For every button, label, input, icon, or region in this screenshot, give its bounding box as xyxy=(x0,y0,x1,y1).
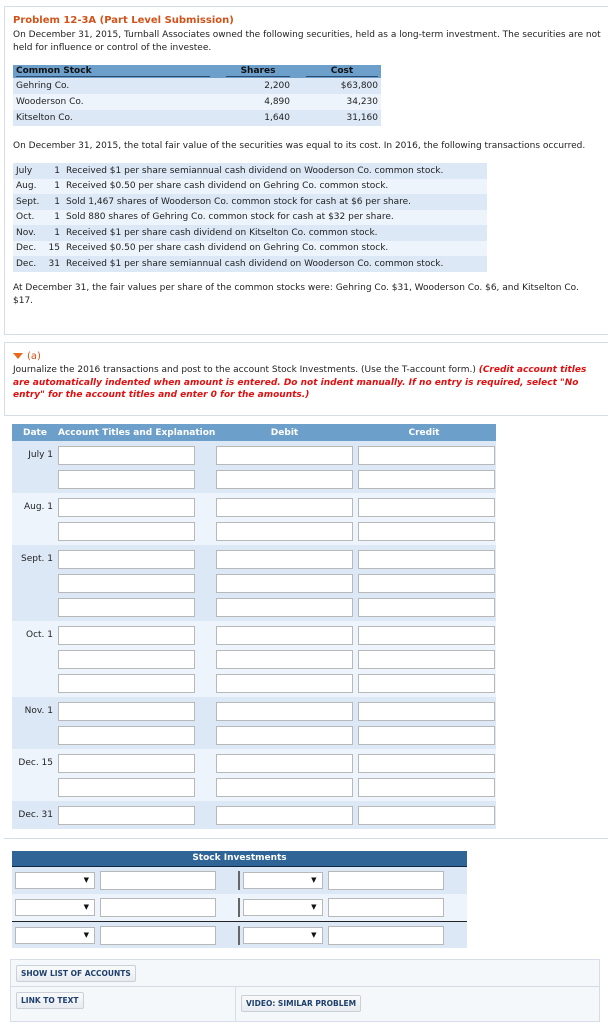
col-cost: Cost xyxy=(306,66,378,77)
date-select[interactable] xyxy=(15,872,95,889)
debit-input[interactable] xyxy=(216,626,353,645)
transaction-row xyxy=(13,256,487,272)
journal-row xyxy=(12,775,496,799)
credit-input[interactable] xyxy=(358,446,495,465)
account-title-input[interactable] xyxy=(58,522,195,541)
credit-input[interactable] xyxy=(358,498,495,517)
debit-input[interactable] xyxy=(216,446,353,465)
account-title-input[interactable] xyxy=(58,498,195,517)
account-title-input[interactable] xyxy=(58,778,195,797)
part-a-toggle[interactable] xyxy=(13,351,601,362)
credit-input[interactable] xyxy=(358,754,495,773)
security-cost: 34,230 xyxy=(293,94,381,110)
credit-input[interactable] xyxy=(358,674,495,693)
header-date: Date xyxy=(23,427,47,438)
account-title-input[interactable] xyxy=(58,446,195,465)
journal-entry-group xyxy=(12,545,496,621)
securities-row xyxy=(13,94,381,110)
transaction-day: 1 xyxy=(43,194,63,210)
journal-entry-group xyxy=(12,697,496,749)
transaction-month: Aug. xyxy=(13,179,43,195)
credit-input[interactable] xyxy=(358,522,495,541)
amount-input[interactable] xyxy=(328,871,444,890)
video-similar-problem-button[interactable]: VIDEO: SIMILAR PROBLEM xyxy=(241,995,361,1012)
debit-input[interactable] xyxy=(216,726,353,745)
credit-input[interactable] xyxy=(358,806,495,825)
credit-input[interactable] xyxy=(358,702,495,721)
account-title-input[interactable] xyxy=(58,550,195,569)
account-title-input[interactable] xyxy=(58,626,195,645)
credit-input[interactable] xyxy=(358,778,495,797)
journal-entry-group xyxy=(12,749,496,801)
credit-input[interactable] xyxy=(358,550,495,569)
link-to-text-button[interactable]: LINK TO TEXT xyxy=(16,992,84,1009)
date-select[interactable] xyxy=(243,927,323,944)
debit-input[interactable] xyxy=(216,806,353,825)
journal-row xyxy=(12,699,496,723)
problem-intro: On December 31, 2015, Turnball Associates owned the following securities, held as a long-term investment. The securities are not held for influence or control of the investee. xyxy=(13,30,601,53)
transaction-row xyxy=(13,194,487,210)
transaction-description: Received $1 per share semiannual cash dividend on Wooderson Co. common stock. xyxy=(63,256,487,272)
transaction-description: Received $0.50 per share cash dividend on Gehring Co. common stock. xyxy=(63,179,487,195)
security-name: Wooderson Co. xyxy=(13,94,213,110)
journal-row xyxy=(12,803,496,827)
debit-input[interactable] xyxy=(216,574,353,593)
debit-input[interactable] xyxy=(216,674,353,693)
debit-input[interactable] xyxy=(216,598,353,617)
transaction-day: 1 xyxy=(43,210,63,226)
journal-row xyxy=(12,495,496,519)
date-select[interactable] xyxy=(243,899,323,916)
securities-table xyxy=(13,65,381,126)
show-list-of-accounts-button[interactable]: SHOW LIST OF ACCOUNTS xyxy=(16,965,136,982)
debit-input[interactable] xyxy=(216,778,353,797)
part-a-label: (a) xyxy=(27,351,41,362)
journal-entry-group xyxy=(12,493,496,545)
header-debit: Debit xyxy=(270,427,299,438)
account-title-input[interactable] xyxy=(58,470,195,489)
entry-date: July 1 xyxy=(28,450,53,460)
date-select[interactable] xyxy=(15,899,95,916)
account-title-input[interactable] xyxy=(58,726,195,745)
amount-input[interactable] xyxy=(328,926,444,945)
debit-input[interactable] xyxy=(216,550,353,569)
debit-input[interactable] xyxy=(216,754,353,773)
debit-side xyxy=(12,926,240,945)
date-select[interactable] xyxy=(243,872,323,889)
amount-input[interactable] xyxy=(100,871,216,890)
account-title-input[interactable] xyxy=(58,650,195,669)
journal-entry-group xyxy=(12,801,496,829)
header-credit: Credit xyxy=(408,427,440,438)
journal-entry-table xyxy=(12,424,496,829)
credit-side xyxy=(240,871,468,890)
entry-date: Dec. 31 xyxy=(18,810,53,820)
collapse-triangle-icon xyxy=(13,353,23,359)
transaction-day: 1 xyxy=(43,163,63,179)
problem-panel xyxy=(4,6,608,335)
journal-row xyxy=(12,547,496,571)
t-account xyxy=(12,851,467,948)
transaction-description: Received $0.50 per share cash dividend on Gehring Co. common stock. xyxy=(63,241,487,257)
security-name: Kitselton Co. xyxy=(13,110,213,126)
account-title-input[interactable] xyxy=(58,598,195,617)
entry-date: Nov. 1 xyxy=(24,706,53,716)
credit-input[interactable] xyxy=(358,574,495,593)
transaction-row xyxy=(13,163,487,179)
journal-row xyxy=(12,443,496,467)
journal-row xyxy=(12,571,496,595)
journal-header xyxy=(12,424,496,441)
debit-side xyxy=(12,898,240,917)
transaction-description: Sold 880 shares of Gehring Co. common stock for cash at $32 per share. xyxy=(63,210,487,226)
credit-side xyxy=(240,926,468,945)
debit-input[interactable] xyxy=(216,498,353,517)
transaction-row xyxy=(13,225,487,241)
security-shares: 4,890 xyxy=(213,94,293,110)
col-shares: Shares xyxy=(226,66,290,77)
year-end-text: At December 31, the fair values per share of the common stocks were: Gehring Co. $31, Wooderson Co. $6, and Kitselton Co. $17. xyxy=(13,282,579,306)
amount-input[interactable] xyxy=(100,926,216,945)
col-common-stock: Common Stock xyxy=(16,66,210,77)
transaction-day: 15 xyxy=(43,241,63,257)
transactions-table xyxy=(13,163,487,272)
divider xyxy=(4,838,608,839)
debit-input[interactable] xyxy=(216,470,353,489)
security-shares: 1,640 xyxy=(213,110,293,126)
entry-date: Dec. 15 xyxy=(18,758,53,768)
transaction-month: Oct. xyxy=(13,210,43,226)
transaction-month: July xyxy=(13,163,43,179)
fair-value-text: On December 31, 2015, the total fair value of the securities was equal to its cost. In 2016, the following transactions occurred. xyxy=(13,141,586,151)
debit-input[interactable] xyxy=(216,702,353,721)
tools-panel xyxy=(10,959,600,1022)
credit-input[interactable] xyxy=(358,626,495,645)
amount-input[interactable] xyxy=(100,898,216,917)
date-select[interactable] xyxy=(15,927,95,944)
debit-input[interactable] xyxy=(216,522,353,541)
transaction-description: Received $1 per share cash dividend on Kitselton Co. common stock. xyxy=(63,225,487,241)
journal-row xyxy=(12,467,496,491)
problem-title: Problem 12-3A (Part Level Submission) xyxy=(13,15,234,26)
journal-row xyxy=(12,647,496,671)
amount-input[interactable] xyxy=(328,898,444,917)
transaction-month: Sept. xyxy=(13,194,43,210)
journal-row xyxy=(12,723,496,747)
entry-date: Aug. 1 xyxy=(23,502,53,512)
t-account-row xyxy=(12,867,467,894)
account-title-input[interactable] xyxy=(58,806,195,825)
journal-row xyxy=(12,751,496,775)
entry-date: Sept. 1 xyxy=(21,554,53,564)
security-shares: 2,200 xyxy=(213,78,293,94)
transaction-description: Sold 1,467 shares of Wooderson Co. common stock for cash at $6 per share. xyxy=(63,194,487,210)
credit-side xyxy=(240,898,468,917)
transaction-description: Received $1 per share semiannual cash dividend on Wooderson Co. common stock. xyxy=(63,163,487,179)
part-a-instruction: Journalize the 2016 transactions and post to the account Stock Investments. (Use the T-account form.) xyxy=(13,365,479,375)
transaction-row xyxy=(13,179,487,195)
credit-input[interactable] xyxy=(358,470,495,489)
header-account: Account Titles and Explanation xyxy=(58,427,216,438)
transaction-row xyxy=(13,210,487,226)
transaction-day: 1 xyxy=(43,179,63,195)
journal-entry-group xyxy=(12,441,496,493)
t-account-row xyxy=(12,921,467,948)
transaction-month: Nov. xyxy=(13,225,43,241)
securities-row xyxy=(13,110,381,126)
transaction-month: Dec. xyxy=(13,241,43,257)
transaction-month: Dec. xyxy=(13,256,43,272)
debit-side xyxy=(12,871,240,890)
transaction-row xyxy=(13,241,487,257)
account-title-input[interactable] xyxy=(58,674,195,693)
journal-row xyxy=(12,671,496,695)
debit-input[interactable] xyxy=(216,650,353,669)
transaction-day: 1 xyxy=(43,225,63,241)
journal-row xyxy=(12,623,496,647)
journal-row xyxy=(12,519,496,543)
security-cost: $63,800 xyxy=(293,78,381,94)
security-name: Gehring Co. xyxy=(13,78,213,94)
account-title-input[interactable] xyxy=(58,702,195,721)
t-account-row xyxy=(12,894,467,921)
t-account-title: Stock Investments xyxy=(12,851,467,867)
credit-input[interactable] xyxy=(358,598,495,617)
entry-date: Oct. 1 xyxy=(25,630,53,640)
security-cost: 31,160 xyxy=(293,110,381,126)
transaction-day: 31 xyxy=(43,256,63,272)
account-title-input[interactable] xyxy=(58,754,195,773)
journal-entry-group xyxy=(12,621,496,697)
credit-input[interactable] xyxy=(358,726,495,745)
securities-row xyxy=(13,78,381,94)
credit-input[interactable] xyxy=(358,650,495,669)
journal-row xyxy=(12,595,496,619)
part-a-note: (Credit account titles are automatically indented when amount is entered. Do not indent manually. If no entry is required, select "No entry" for the account titles and enter 0 for the amounts.) xyxy=(13,365,587,400)
account-title-input[interactable] xyxy=(58,574,195,593)
part-a-panel xyxy=(4,342,608,416)
